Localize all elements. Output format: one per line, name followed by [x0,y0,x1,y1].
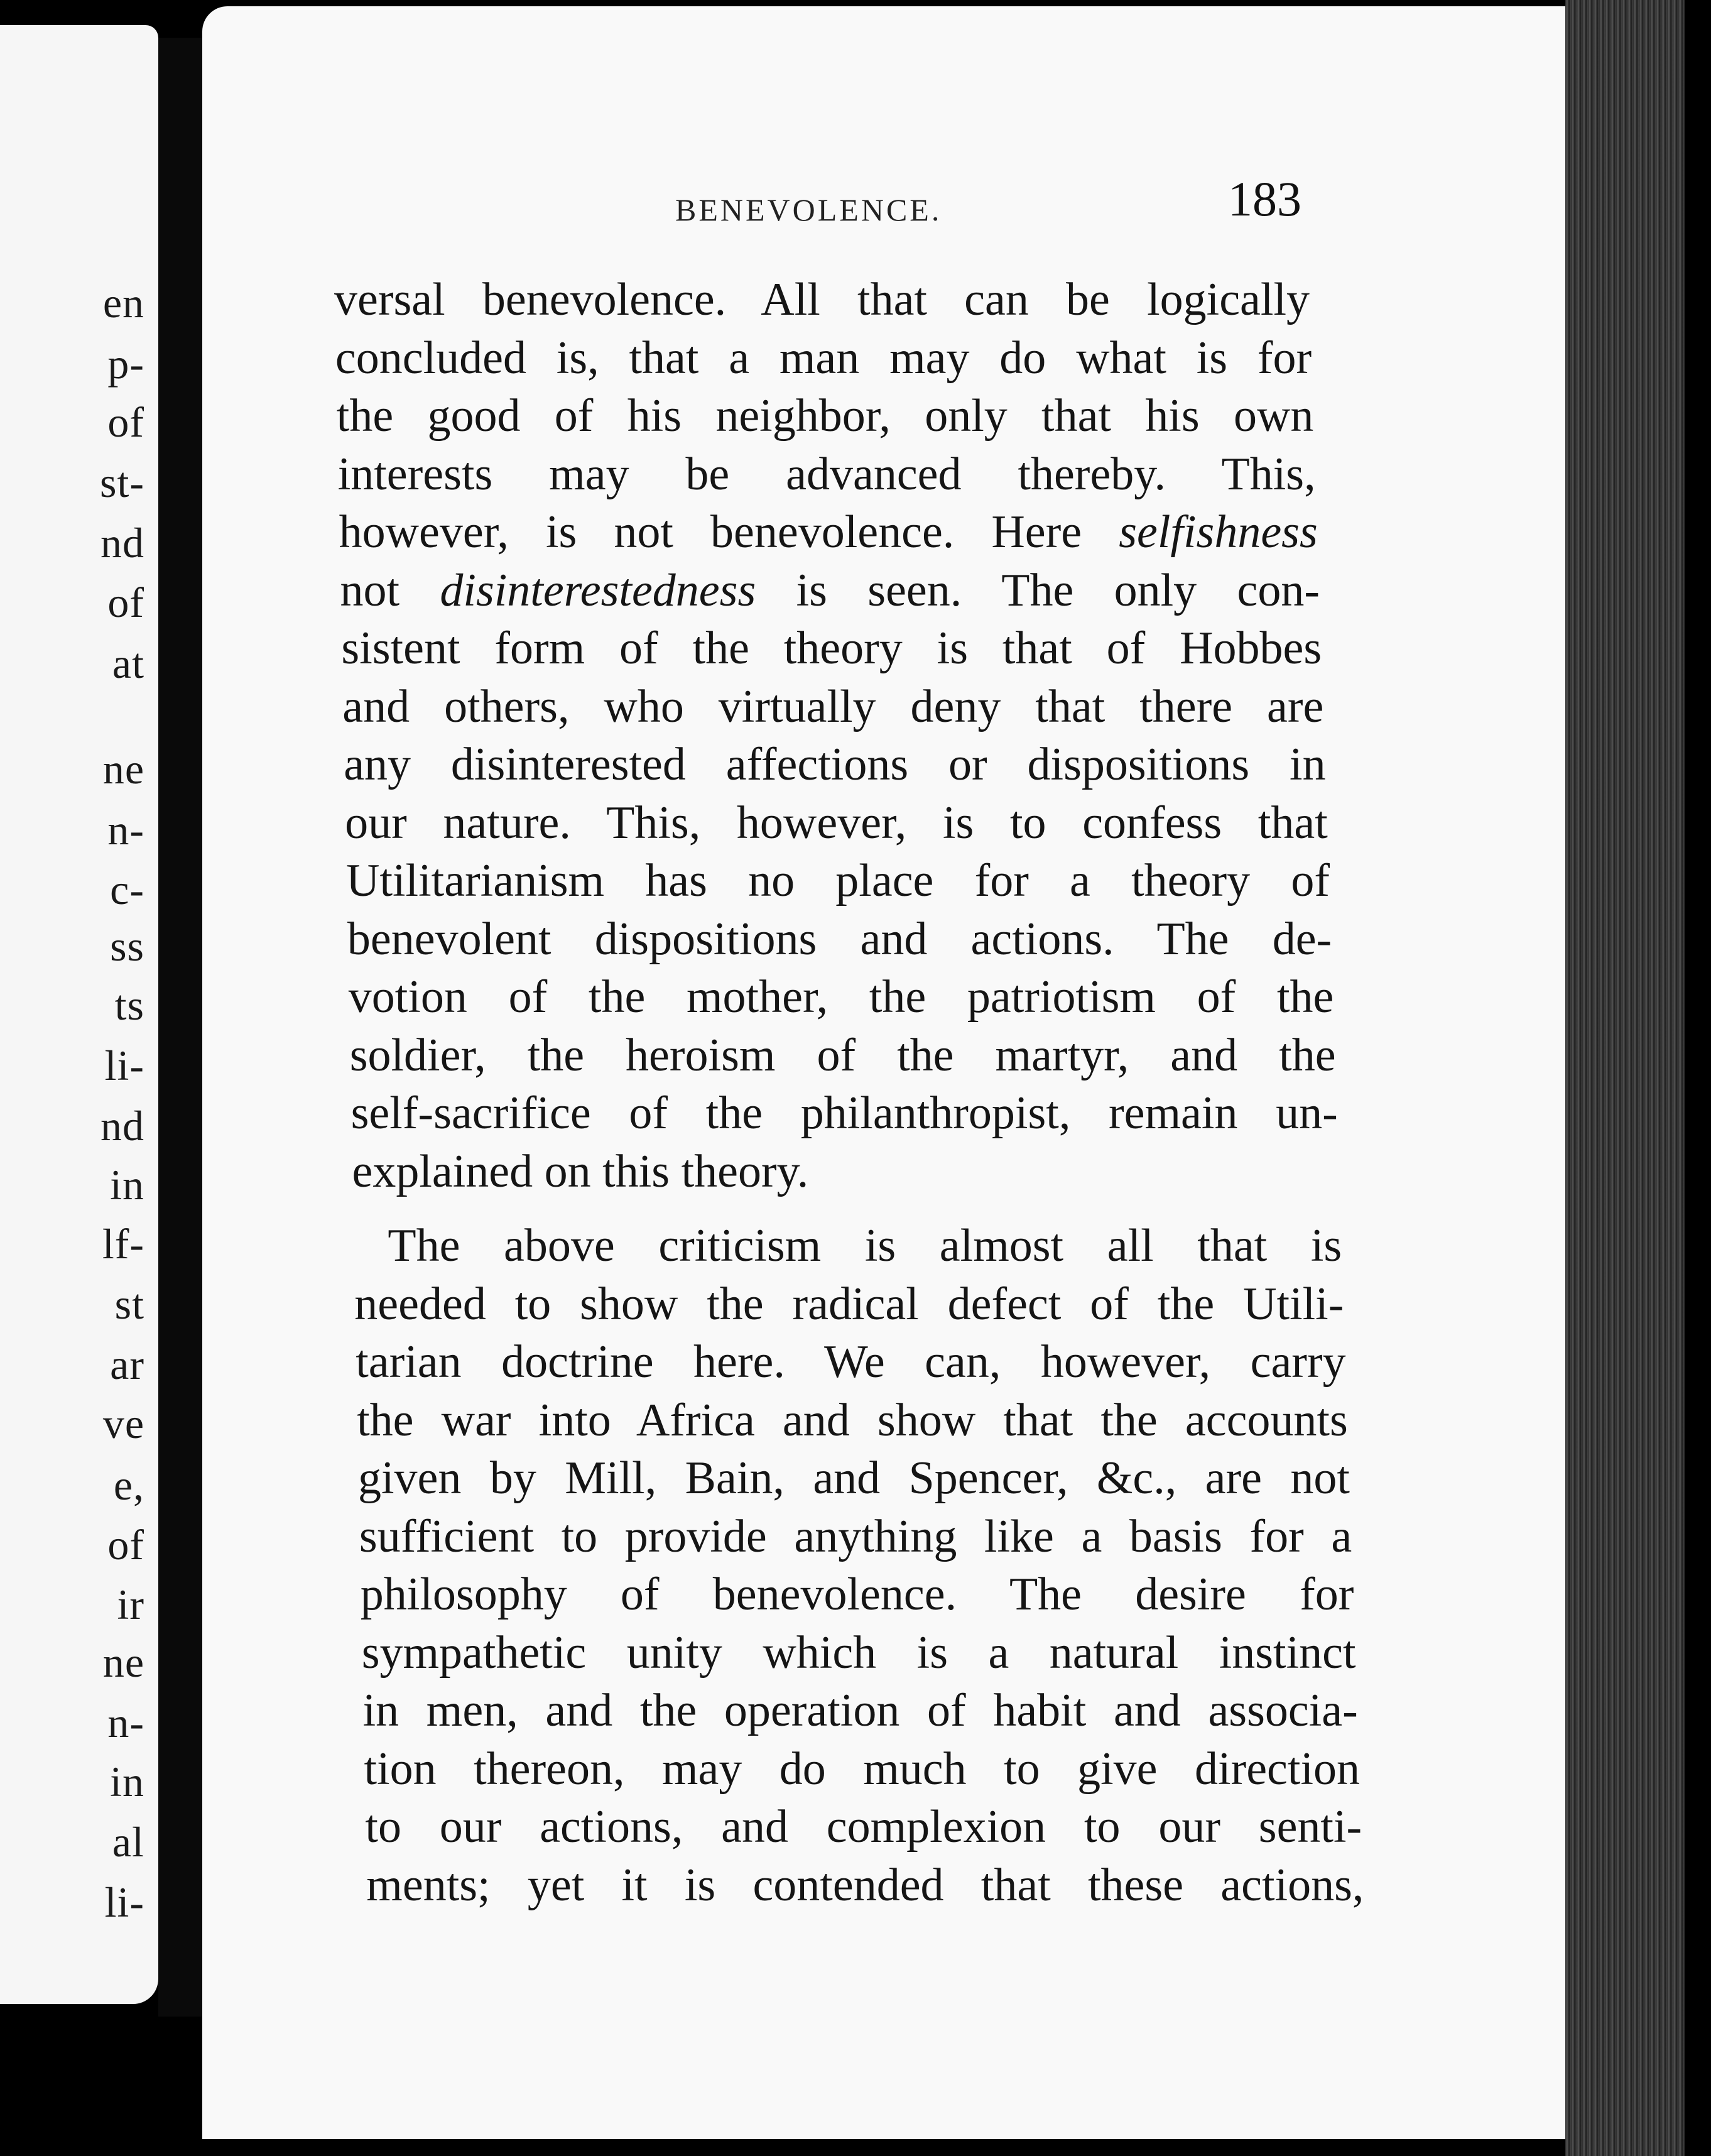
text-line: self-sacrifice of the philanthropist, remain un- [350,1087,1338,1139]
text-line: Utilitarianism has no place for a theory of [346,855,1330,906]
left-page-fragment: in [110,1161,144,1209]
text-line: given by Mill, Bain, and Spencer, &c., are not [358,1452,1350,1504]
left-page-fragment: nd [100,1102,144,1150]
left-page-fragment: lf- [102,1220,144,1268]
scan-border [1685,0,1711,2156]
text-line: tarian doctrine here. We can, however, carry [356,1336,1346,1388]
left-page-fragment: at [112,640,144,687]
left-page-fragment: e, [113,1461,144,1509]
text-line: explained on this theory. [352,1145,809,1197]
left-page-fragment: n- [107,806,144,854]
text-line: our nature. This, however, is to confess that [345,797,1328,849]
text-line: in men, and the operation of habit and associa- [362,1685,1358,1736]
left-page-fragment: ve [102,1400,144,1447]
text-line: concluded is, that a man may do what is for [335,332,1312,384]
left-page-fragment: p- [107,340,144,388]
running-head: BENEVOLENCE. [675,192,942,227]
text-line: and others, who virtually deny that there are [342,680,1324,732]
text-line: not disinterestedness is seen. The only con- [340,564,1320,616]
text-line: The above criticism is almost all that is [388,1220,1342,1271]
left-page-fragment: ir [117,1581,144,1628]
left-page-fragment: ts [114,981,144,1029]
text-line: versal benevolence. All that can be logically [334,274,1310,325]
text-line: the good of his neighbor, only that his own [336,390,1314,442]
text-line: philosophy of benevolence. The desire for [360,1569,1354,1620]
left-page-fragment: al [112,1818,144,1866]
left-page-fragment: n- [107,1699,144,1746]
text-line: the war into Africa and show that the accounts [357,1394,1348,1446]
text-line: any disinterested affections or dispositions in [344,739,1326,790]
left-page-fragment: li- [104,1042,144,1089]
text-line: however, is not benevolence. Here selfishness [339,506,1318,558]
left-page-fragment: en [102,279,144,327]
text-line: soldier, the heroism of the martyr, and the [349,1029,1336,1081]
left-page [0,25,158,2004]
page-edges [1565,0,1685,2156]
book-gutter [158,38,204,2017]
left-page-fragment: c- [110,866,144,913]
text-line: votion of the mother, the patriotism of the [348,971,1334,1023]
left-page-fragment: ne [102,1638,144,1686]
left-page-fragment: ss [110,922,144,970]
page-number: 183 [1228,172,1301,226]
text-line: needed to show the radical defect of the Utili- [354,1278,1344,1330]
left-page-fragment: ar [110,1341,144,1388]
left-page-fragment: st- [100,459,144,506]
text-line: sympathetic unity which is a natural instinct [361,1626,1356,1679]
left-page-fragment: nd [100,519,144,567]
text-line: sistent form of the theory is that of Hobbes [341,623,1322,674]
left-page-fragment: ne [102,745,144,793]
text-line: benevolent dispositions and actions. The de- [347,913,1332,965]
left-page-fragment: of [107,579,144,626]
text-line: to our actions, and complexion to our senti- [365,1801,1362,1853]
left-page-fragment: of [107,398,144,446]
left-page-fragment: in [110,1758,144,1805]
text-line: interests may be advanced thereby. This, [337,448,1316,500]
left-page-fragment: of [107,1521,144,1569]
left-page-fragment: st [114,1280,144,1328]
text-line: ments; yet it is contended that these actions, [366,1859,1364,1911]
text-line: tion thereon, may do much to give direction [364,1743,1360,1795]
text-line: sufficient to provide anything like a basis for a [359,1510,1352,1562]
left-page-fragment: li- [104,1878,144,1926]
